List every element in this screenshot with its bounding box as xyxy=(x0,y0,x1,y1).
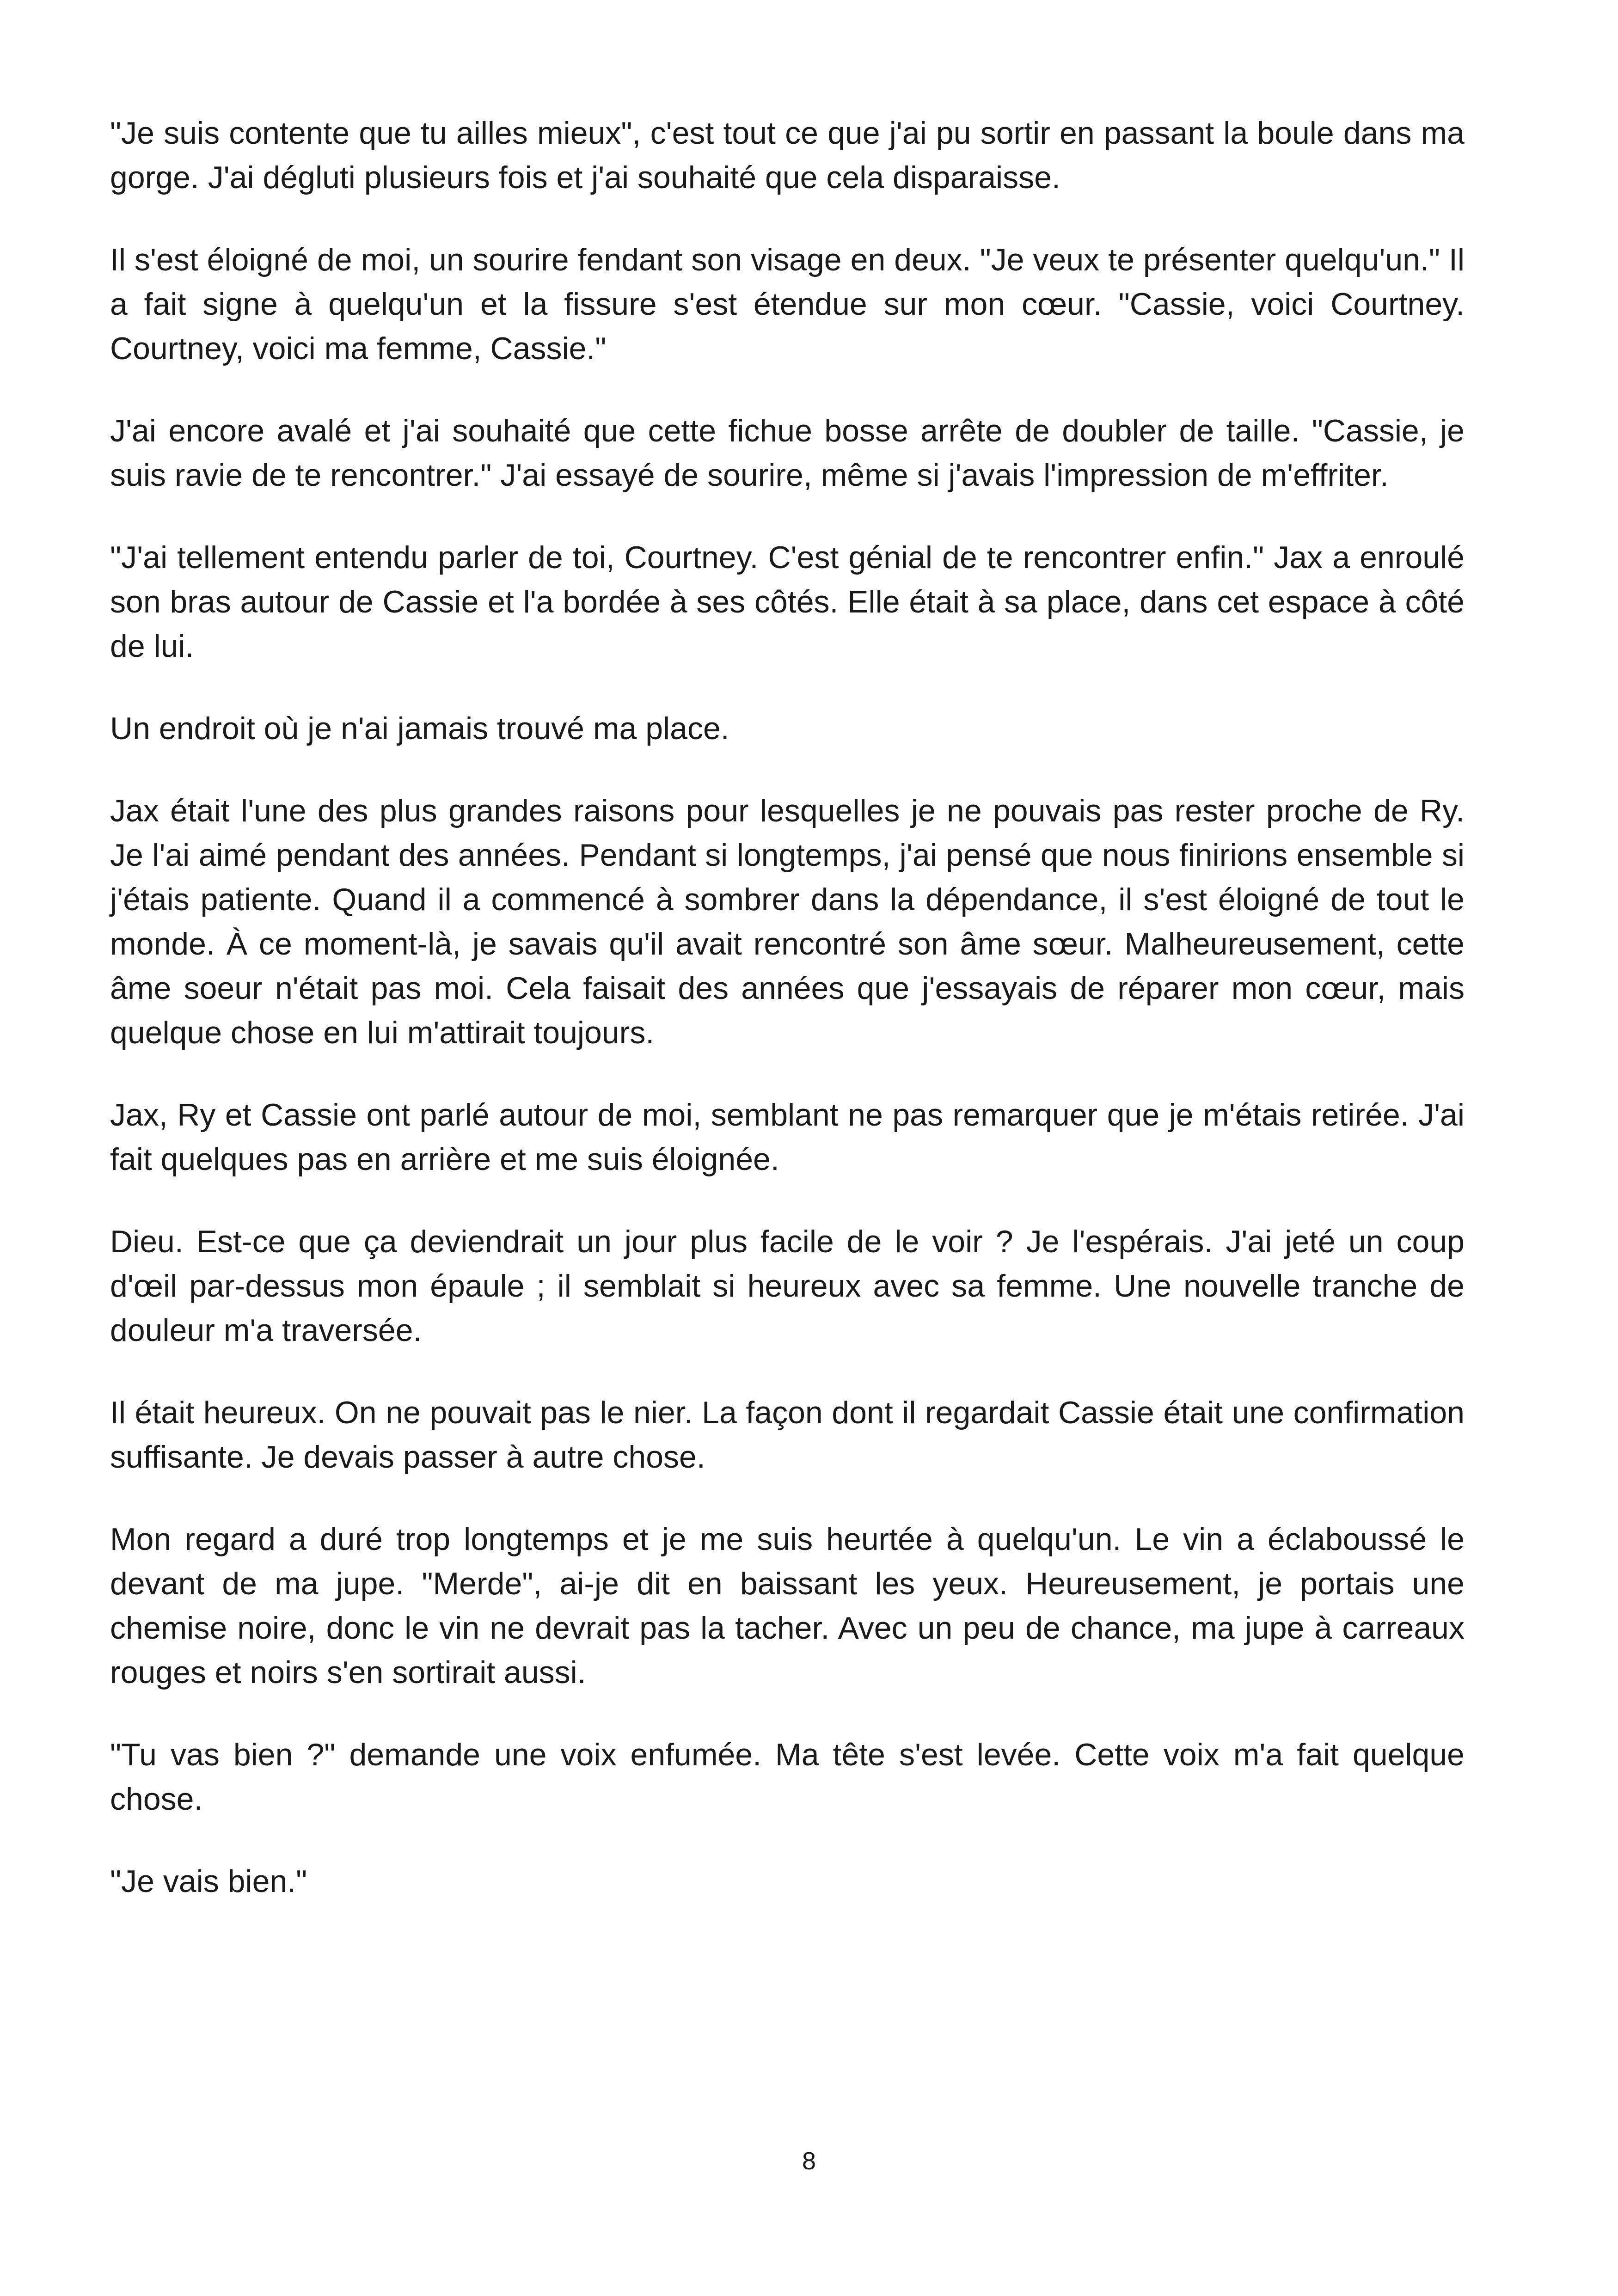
paragraph: "Je suis contente que tu ailles mieux", c'est tout ce que j'ai pu sortir en passant la boule dans ma gorge. J'ai dégluti plusieurs fois et j'ai souhaité que cela disparaisse. xyxy=(110,116,1465,195)
paragraph: Jax, Ry et Cassie ont parlé autour de moi, semblant ne pas remarquer que je m'étais retirée. J'ai fait quelques pas en arrière et me suis éloignée. xyxy=(110,1097,1465,1177)
page-number: 8 xyxy=(802,2147,816,2175)
paragraph: "Je vais bien." xyxy=(110,1864,307,1899)
paragraph: Il était heureux. On ne pouvait pas le nier. La façon dont il regardait Cassie était une confirmation suffisante. Je devais passer à autre chose. xyxy=(110,1395,1465,1475)
paragraph: Un endroit où je n'ai jamais trouvé ma place. xyxy=(110,711,729,746)
body-text xyxy=(110,111,1465,1941)
paragraph: Mon regard a duré trop longtemps et je me suis heurtée à quelqu'un. Le vin a éclaboussé le devant de ma jupe. "Merde", ai-je dit en baissant les yeux. Heureusement, je portais une chemise noire, donc le vin ne devrait pas la tacher. Avec un peu de chance, ma jupe à carreaux rouges et noirs s'en sortirait aussi. xyxy=(110,1522,1465,1690)
paragraph: Dieu. Est-ce que ça deviendrait un jour plus facile de le voir ? Je l'espérais. J'ai jeté un coup d'œil par-dessus mon épaule ; il semblait si heureux avec sa femme. Une nouvelle tranche de douleur m'a traversée. xyxy=(110,1224,1465,1348)
paragraph: J'ai encore avalé et j'ai souhaité que cette fichue bosse arrête de doubler de taille. "Cassie, je suis ravie de te rencontrer." J'ai essayé de sourire, même si j'avais l'impression de m'effriter. xyxy=(110,413,1465,493)
paragraph: Il s'est éloigné de moi, un sourire fendant son visage en deux. "Je veux te présenter quelqu'un." Il a fait signe à quelqu'un et la fissure s'est étendue sur mon cœur. "Cassie, voici Courtney. Courtney, voici ma femme, Cassie." xyxy=(110,242,1465,366)
paragraph: "Tu vas bien ?" demande une voix enfumée. Ma tête s'est levée. Cette voix m'a fait quelque chose. xyxy=(110,1737,1465,1817)
paragraph: Jax était l'une des plus grandes raisons pour lesquelles je ne pouvais pas rester proche de Ry. Je l'ai aimé pendant des années. Pendant si longtemps, j'ai pensé que nous finirions ensemble si j'étais patiente. Quand il a commencé à sombrer dans la dépendance, il s'est éloigné de tout le monde. À ce moment-là, je savais qu'il avait rencontré son âme sœur. Malheureusement, cette âme soeur n'était pas moi. Cela faisait des années que j'essayais de réparer mon cœur, mais quelque chose en lui m'attirait toujours. xyxy=(110,793,1465,1050)
paragraph: "J'ai tellement entendu parler de toi, Courtney. C'est génial de te rencontrer enfin." Jax a enroulé son bras autour de Cassie et l'a bordée à ses côtés. Elle était à sa place, dans cet espace à côté de lui. xyxy=(110,540,1465,664)
